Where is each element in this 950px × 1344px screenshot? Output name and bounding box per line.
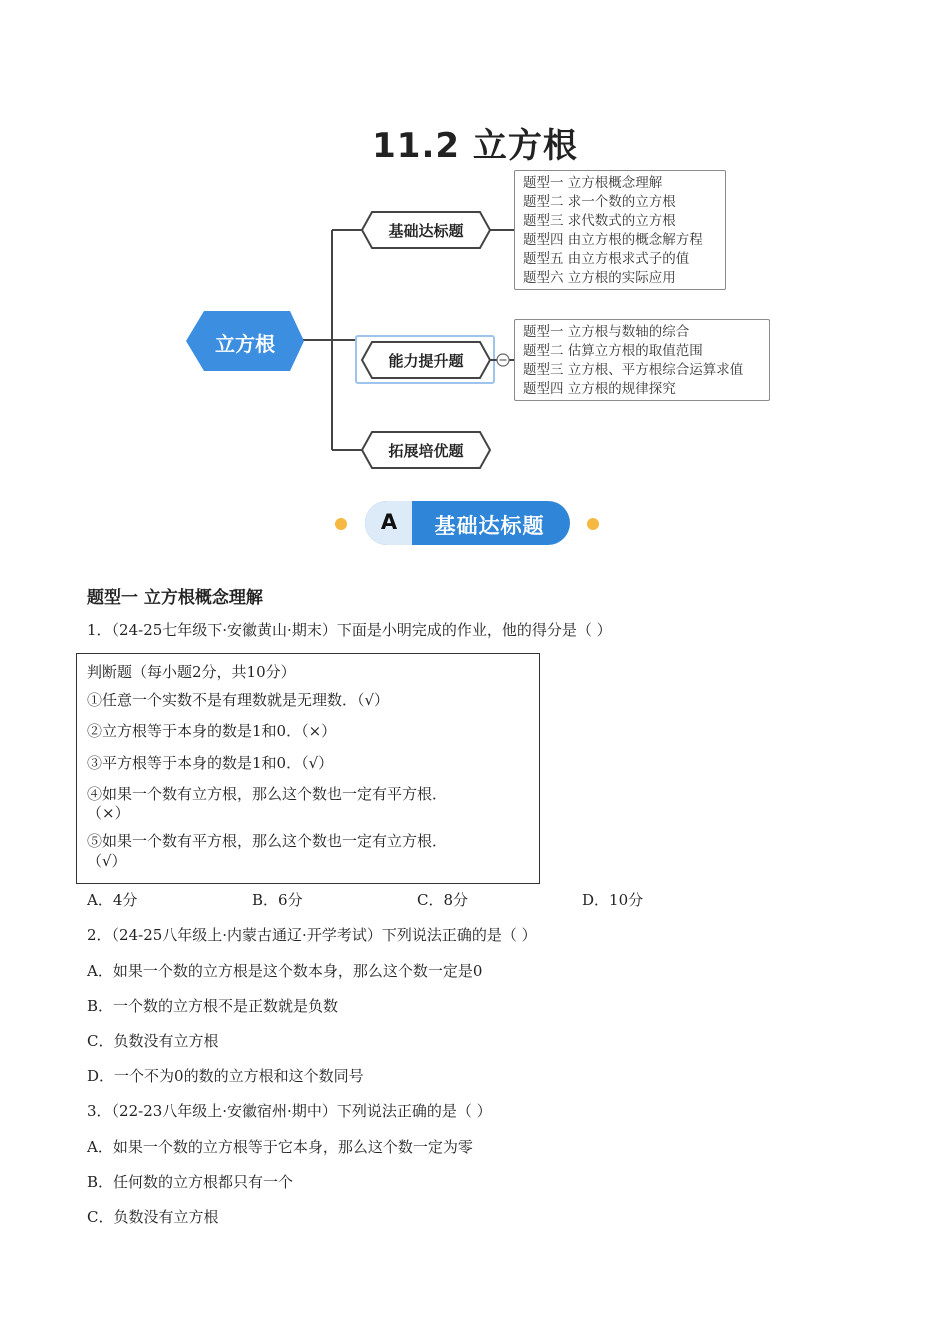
option-a[interactable]: A．如果一个数的立方根是这个数本身，那么这个数一定是0: [87, 962, 483, 980]
option-d[interactable]: D．一个不为0的数的立方根和这个数同号: [87, 1067, 364, 1085]
question-stem: 2．（24-25八年级上·内蒙古通辽·开学考试）下列说法正确的是（ ）: [87, 926, 537, 944]
homework-line: ②立方根等于本身的数是1和0．（×）: [87, 722, 337, 740]
topic-item[interactable]: 题型三 求代数式的立方根: [523, 213, 676, 229]
topic-item[interactable]: 题型四 立方根的规律探究: [523, 381, 676, 397]
homework-line: （×）: [87, 804, 130, 822]
homework-line: ⑤如果一个数有平方根，那么这个数也一定有立方根．: [87, 832, 448, 850]
option-a[interactable]: A．4分: [87, 891, 138, 909]
option-b[interactable]: B．一个数的立方根不是正数就是负数: [87, 997, 339, 1015]
topic-item[interactable]: 题型一 立方根与数轴的综合: [523, 324, 690, 340]
homework-header: 判断题（每小题2分，共10分）: [87, 663, 296, 681]
topic-item[interactable]: 题型五 由立方根求式子的值: [523, 251, 690, 267]
banner-dot-right: [587, 518, 599, 530]
homework-line: （√）: [87, 852, 127, 870]
topic-list-basic: [514, 170, 726, 290]
option-b[interactable]: B．任何数的立方根都只有一个: [87, 1173, 294, 1191]
branch-label: 拓展培优题: [388, 442, 464, 460]
option-b[interactable]: B．6分: [252, 891, 303, 909]
homework-line: ①任意一个实数不是有理数就是无理数．（√）: [87, 691, 390, 709]
option-d[interactable]: D．10分: [582, 891, 644, 909]
option-c[interactable]: C．负数没有立方根: [87, 1208, 219, 1226]
branch-label: 基础达标题: [388, 222, 464, 240]
branch-label: 能力提升题: [388, 352, 464, 370]
banner-letter: A: [380, 510, 398, 534]
banner-dot-left: [335, 518, 347, 530]
root-node-label: 立方根: [215, 332, 275, 356]
option-c[interactable]: C．8分: [417, 891, 469, 909]
mind-map: [0, 0, 950, 490]
topic-item[interactable]: 题型一 立方根概念理解: [523, 175, 663, 191]
topic-item[interactable]: 题型四 由立方根的概念解方程: [523, 232, 703, 248]
homework-line: ③平方根等于本身的数是1和0．（√）: [87, 754, 334, 772]
topic-item[interactable]: 题型六 立方根的实际应用: [523, 270, 676, 286]
question-stem: 1．（24-25七年级下·安徽黄山·期末）下面是小明完成的作业，他的得分是（ ）: [87, 621, 612, 639]
section-heading: 题型一 立方根概念理解: [87, 588, 263, 608]
question-stem: 3．（22-23八年级上·安徽宿州·期中）下列说法正确的是（ ）: [87, 1102, 492, 1120]
banner-label: 基础达标题: [434, 514, 545, 538]
homework-line: ④如果一个数有立方根，那么这个数也一定有平方根．: [87, 785, 448, 803]
page-title: 11.2 立方根: [372, 126, 578, 166]
option-a[interactable]: A．如果一个数的立方根等于它本身，那么这个数一定为零: [87, 1138, 473, 1156]
topic-item[interactable]: 题型二 估算立方根的取值范围: [523, 343, 703, 359]
option-c[interactable]: C．负数没有立方根: [87, 1032, 219, 1050]
topic-item[interactable]: 题型三 立方根、平方根综合运算求值: [523, 362, 744, 378]
topic-item[interactable]: 题型二 求一个数的立方根: [523, 194, 676, 210]
topic-list-advance: [514, 319, 770, 401]
